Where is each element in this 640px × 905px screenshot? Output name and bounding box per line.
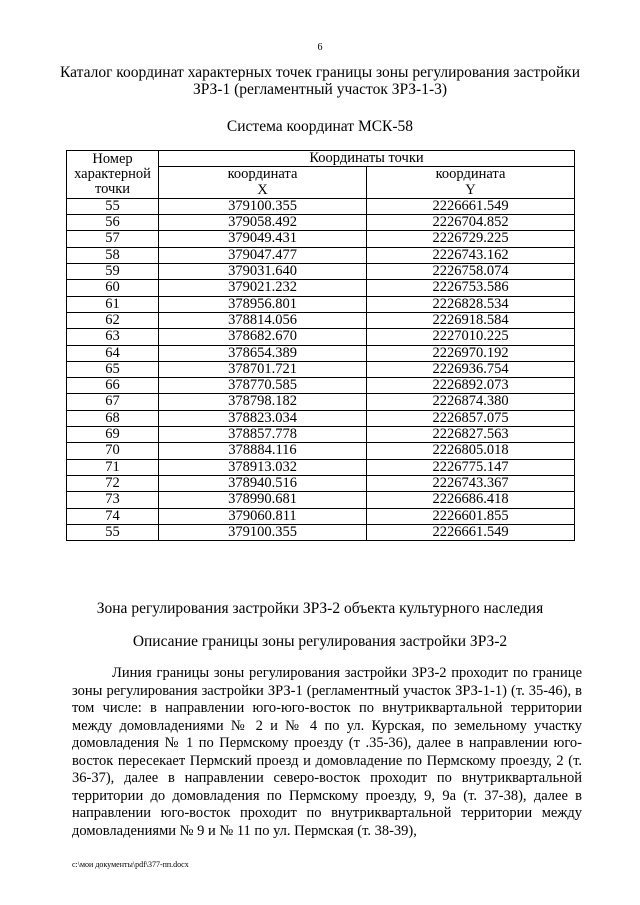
x-coordinate-cell: 378654.389 (159, 345, 367, 361)
y-coordinate-cell: 2226892.073 (367, 378, 575, 394)
table-row (67, 394, 575, 410)
y-coordinate-cell: 2226729.225 (367, 231, 575, 247)
table-row (67, 524, 575, 540)
table-row (67, 508, 575, 524)
table-row (67, 280, 575, 296)
point-number-cell: 55 (67, 198, 159, 214)
point-number-cell: 74 (67, 508, 159, 524)
point-number-cell: 60 (67, 280, 159, 296)
y-coordinate-cell: 2226828.534 (367, 296, 575, 312)
table-row (67, 264, 575, 280)
coordinates-table (66, 150, 575, 541)
point-number-cell: 55 (67, 524, 159, 540)
point-number-cell: 66 (67, 378, 159, 394)
coordinates-table-body (67, 198, 575, 540)
y-coordinate-cell: 2226827.563 (367, 427, 575, 443)
footer-file-path: c:\мои документы\pdf\377-пп.docx (72, 860, 189, 869)
table-row (67, 443, 575, 459)
table-row (67, 329, 575, 345)
point-number-cell: 61 (67, 296, 159, 312)
y-coordinate-cell: 2226970.192 (367, 345, 575, 361)
point-number-cell: 65 (67, 361, 159, 377)
y-coordinate-cell: 2226661.549 (367, 198, 575, 214)
x-coordinate-cell: 378913.032 (159, 459, 367, 475)
point-number-cell: 69 (67, 427, 159, 443)
point-number-cell: 59 (67, 264, 159, 280)
x-coordinate-cell: 378940.516 (159, 475, 367, 491)
y-coordinate-cell: 2226743.162 (367, 247, 575, 263)
page-number: 6 (317, 42, 323, 53)
x-coordinate-cell: 378956.801 (159, 296, 367, 312)
x-coordinate-cell: 378823.034 (159, 410, 367, 426)
y-coordinate-cell: 2226704.852 (367, 215, 575, 231)
y-coordinate-cell: 2226661.549 (367, 524, 575, 540)
description-heading: Описание границы зоны регулирования застройки ЗРЗ-2 (132, 633, 508, 650)
y-coordinate-cell: 2226686.418 (367, 492, 575, 508)
y-coordinate-cell: 2226601.855 (367, 508, 575, 524)
point-number-cell: 67 (67, 394, 159, 410)
point-number-header: Номер характерной точки (67, 151, 159, 199)
table-row (67, 475, 575, 491)
y-header: координата Y (367, 167, 575, 199)
point-number-cell: 62 (67, 312, 159, 328)
x-coordinate-cell: 378990.681 (159, 492, 367, 508)
x-coordinate-cell: 379058.492 (159, 215, 367, 231)
x-coordinate-cell: 379049.431 (159, 231, 367, 247)
point-number-cell: 63 (67, 329, 159, 345)
table-row (67, 247, 575, 263)
point-number-cell: 70 (67, 443, 159, 459)
x-coordinate-cell: 378770.585 (159, 378, 367, 394)
point-number-cell: 71 (67, 459, 159, 475)
y-coordinate-cell: 2226805.018 (367, 443, 575, 459)
coordinates-group-header: Координаты точки (159, 151, 575, 167)
point-number-cell: 57 (67, 231, 159, 247)
y-coordinate-cell: 2226753.586 (367, 280, 575, 296)
x-coordinate-cell: 378701.721 (159, 361, 367, 377)
table-row (67, 345, 575, 361)
table-row (67, 231, 575, 247)
x-coordinate-cell: 379047.477 (159, 247, 367, 263)
point-number-cell: 56 (67, 215, 159, 231)
x-coordinate-cell: 379021.232 (159, 280, 367, 296)
table-row (67, 427, 575, 443)
x-coordinate-cell: 378798.182 (159, 394, 367, 410)
y-coordinate-cell: 2226857.075 (367, 410, 575, 426)
x-coordinate-cell: 379031.640 (159, 264, 367, 280)
x-header: координата X (159, 167, 367, 199)
table-row (67, 198, 575, 214)
table-row (67, 459, 575, 475)
x-coordinate-cell: 379060.811 (159, 508, 367, 524)
x-coordinate-cell: 379100.355 (159, 524, 367, 540)
title-line-1: Каталог координат характерных точек границы зоны регулирования застройки (60, 64, 580, 81)
point-number-cell: 64 (67, 345, 159, 361)
zone-heading: Зона регулирования застройки ЗРЗ-2 объекта культурного наследия (96, 600, 544, 617)
table-row (67, 378, 575, 394)
document-title (60, 64, 580, 98)
point-number-cell: 72 (67, 475, 159, 491)
y-coordinate-cell: 2226758.074 (367, 264, 575, 280)
point-number-cell: 68 (67, 410, 159, 426)
y-coordinate-cell: 2226936.754 (367, 361, 575, 377)
table-row (67, 410, 575, 426)
table-row (67, 296, 575, 312)
y-coordinate-cell: 2226874.380 (367, 394, 575, 410)
table-row (67, 215, 575, 231)
point-number-cell: 73 (67, 492, 159, 508)
x-coordinate-cell: 378884.116 (159, 443, 367, 459)
x-coordinate-cell: 378682.670 (159, 329, 367, 345)
coordinate-system-label: Система координат МСК-58 (226, 118, 414, 135)
table-row (67, 312, 575, 328)
table-row (67, 361, 575, 377)
x-coordinate-cell: 378814.056 (159, 312, 367, 328)
title-line-2: ЗРЗ-1 (регламентный участок ЗРЗ-1-3) (192, 81, 448, 98)
y-coordinate-cell: 2226743.367 (367, 475, 575, 491)
boundary-description-paragraph: Линия границы зоны регулирования застройки ЗРЗ-2 проходит по границе зоны регулирования застройки ЗРЗ-1 (регламентный участок ЗРЗ-1-1) (т. 35-46), в том числе: в направлении юго-юго-восток по внутриквартальной территории между домовладениями № 2 и № 4 по ул. Курская, по земельному участку домовладения № 1 по Пермскому проезду (т .35-36), далее в направлении юго-восток пересекает Пермский проезд и домовладение по Пермскому проезду, 2 (т. 36-37), далее в направлении северо-восток проходит по внутриквартальной территории до домовладения по Пермскому проезду, 9, 9а (т. 37-38), далее в направлении юго-восток проходит по внутриквартальной территории между домовладениями № 9 и № 11 по ул. Пермская (т. 38-39), (72, 665, 582, 839)
y-coordinate-cell: 2227010.225 (367, 329, 575, 345)
x-coordinate-cell: 379100.355 (159, 198, 367, 214)
y-coordinate-cell: 2226775.147 (367, 459, 575, 475)
point-number-cell: 58 (67, 247, 159, 263)
y-coordinate-cell: 2226918.584 (367, 312, 575, 328)
table-row (67, 492, 575, 508)
x-coordinate-cell: 378857.778 (159, 427, 367, 443)
